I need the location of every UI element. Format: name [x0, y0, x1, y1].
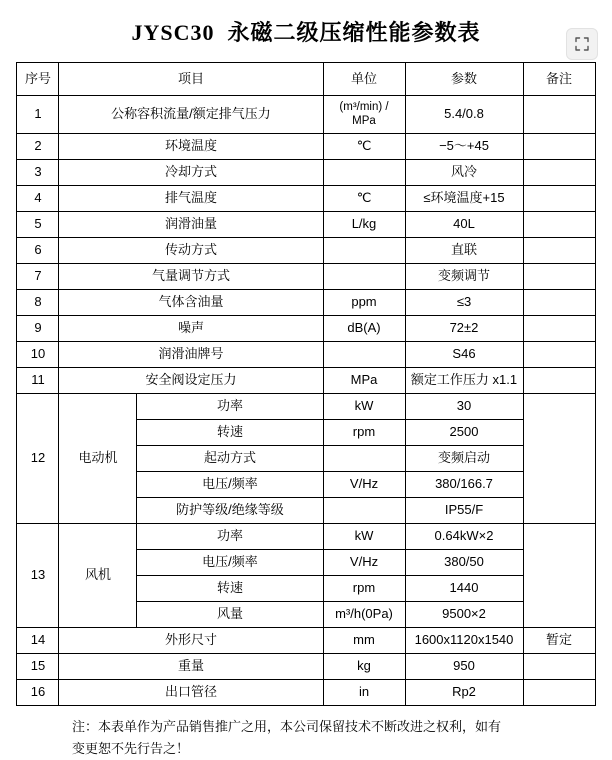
row-value: ≤环境温度+15 — [405, 186, 523, 212]
row-remark — [523, 654, 595, 680]
row-item: 噪声 — [59, 316, 323, 342]
row-value: 0.64kW×2 — [405, 524, 523, 550]
row-item: 外形尺寸 — [59, 628, 323, 654]
row-remark — [523, 134, 595, 160]
table-row — [17, 96, 595, 134]
row-no: 1 — [17, 96, 59, 134]
row-unit — [323, 446, 405, 472]
row-item: 功率 — [137, 524, 323, 550]
row-remark: 暂定 — [523, 628, 595, 654]
row-value: 直联 — [405, 238, 523, 264]
row-remark — [523, 160, 595, 186]
page-title: JYSC30 永磁二级压缩性能参数表 — [131, 19, 481, 45]
row-unit: ℃ — [323, 186, 405, 212]
row-item: 公称容积流量/额定排气压力 — [59, 96, 323, 134]
row-unit-bottom: MPa — [352, 114, 376, 127]
row-unit: rpm — [323, 420, 405, 446]
row-remark — [523, 680, 595, 706]
row-value: 40L — [405, 212, 523, 238]
row-value: 1440 — [405, 576, 523, 602]
table-row — [17, 238, 595, 264]
table-row — [17, 680, 595, 706]
row-remark — [523, 342, 595, 368]
footer-note-line1: 注：本表单作为产品销售推广之用，本公司保留技术不断改进之权利，如有 — [72, 719, 502, 734]
expand-arrows-icon[interactable] — [566, 28, 598, 60]
row-remark — [523, 524, 595, 628]
row-unit: in — [323, 680, 405, 706]
row-value: ≤3 — [405, 290, 523, 316]
row-value: 变频调节 — [405, 264, 523, 290]
row-item: 风量 — [137, 602, 323, 628]
row-no: 11 — [17, 368, 59, 394]
table-row — [17, 316, 595, 342]
row-value: 380/166.7 — [405, 472, 523, 498]
row-item: 冷却方式 — [59, 160, 323, 186]
row-remark — [523, 368, 595, 394]
row-no: 6 — [17, 238, 59, 264]
row-unit: ppm — [323, 290, 405, 316]
header-param: 参数 — [405, 63, 523, 96]
row-no: 15 — [17, 654, 59, 680]
row-unit: m³/h(0Pa) — [323, 602, 405, 628]
row-unit: dB(A) — [323, 316, 405, 342]
row-unit — [323, 238, 405, 264]
table-row — [17, 160, 595, 186]
row-unit: rpm — [323, 576, 405, 602]
row-item: 润滑油量 — [59, 212, 323, 238]
table-row — [17, 212, 595, 238]
header-remark: 备注 — [523, 63, 595, 96]
row-value: Rp2 — [405, 680, 523, 706]
row-item: 气量调节方式 — [59, 264, 323, 290]
row-no: 9 — [17, 316, 59, 342]
row-unit: mm — [323, 628, 405, 654]
row-item: 起动方式 — [137, 446, 323, 472]
group-no-motor: 12 — [17, 394, 59, 524]
row-no: 7 — [17, 264, 59, 290]
table-row — [17, 342, 595, 368]
header-unit: 单位 — [323, 63, 405, 96]
table-row — [17, 394, 595, 420]
header-item: 项目 — [59, 63, 323, 96]
row-item: 出口管径 — [59, 680, 323, 706]
row-value: IP55/F — [405, 498, 523, 524]
footer-note — [26, 716, 586, 760]
row-item: 环境温度 — [59, 134, 323, 160]
row-no: 8 — [17, 290, 59, 316]
group-no-fan: 13 — [17, 524, 59, 628]
row-remark — [523, 316, 595, 342]
table-row — [17, 654, 595, 680]
row-item: 功率 — [137, 394, 323, 420]
row-unit: V/Hz — [323, 550, 405, 576]
row-no: 10 — [17, 342, 59, 368]
row-unit-top: (m³/min) / — [339, 100, 389, 113]
row-unit: L/kg — [323, 212, 405, 238]
row-unit: kW — [323, 524, 405, 550]
row-remark — [523, 96, 595, 134]
row-item: 气体含油量 — [59, 290, 323, 316]
row-no: 2 — [17, 134, 59, 160]
row-value: 30 — [405, 394, 523, 420]
row-unit: V/Hz — [323, 472, 405, 498]
row-unit — [323, 264, 405, 290]
row-item: 电压/频率 — [137, 472, 323, 498]
row-item: 防护等级/绝缘等级 — [137, 498, 323, 524]
row-unit — [323, 160, 405, 186]
table-row — [17, 264, 595, 290]
row-item: 转速 — [137, 420, 323, 446]
row-item: 排气温度 — [59, 186, 323, 212]
table-row — [17, 524, 595, 550]
row-value: 2500 — [405, 420, 523, 446]
header-no — [17, 63, 59, 96]
footer-note-line2: 变更恕不先行告之！ — [72, 741, 190, 757]
row-value: 1600x1120x1540 — [405, 628, 523, 654]
row-unit: MPa — [323, 368, 405, 394]
table-row — [17, 134, 595, 160]
table-row — [17, 368, 595, 394]
row-value: 380/50 — [405, 550, 523, 576]
row-item: 传动方式 — [59, 238, 323, 264]
row-remark — [523, 290, 595, 316]
row-remark — [523, 186, 595, 212]
row-value: −5〜+45 — [405, 134, 523, 160]
group-name-motor: 电动机 — [59, 394, 137, 524]
row-remark — [523, 238, 595, 264]
row-value: 风冷 — [405, 160, 523, 186]
row-value: 额定工作压力 x1.1 — [405, 368, 523, 394]
row-no: 5 — [17, 212, 59, 238]
row-value: 950 — [405, 654, 523, 680]
row-value: S46 — [405, 342, 523, 368]
table-row — [17, 628, 595, 654]
title-bar — [0, 0, 612, 62]
row-no: 16 — [17, 680, 59, 706]
header-no-text: 序号 — [24, 71, 51, 87]
row-value: 72±2 — [405, 316, 523, 342]
row-value: 9500×2 — [405, 602, 523, 628]
row-unit: ℃ — [323, 134, 405, 160]
row-unit — [323, 96, 405, 134]
table-row — [17, 186, 595, 212]
row-unit: kg — [323, 654, 405, 680]
row-unit — [323, 342, 405, 368]
row-item: 安全阀设定压力 — [59, 368, 323, 394]
row-item: 转速 — [137, 576, 323, 602]
row-value: 5.4/0.8 — [405, 96, 523, 134]
row-remark — [523, 264, 595, 290]
table-header-row — [17, 63, 595, 96]
row-unit: kW — [323, 394, 405, 420]
row-value: 变频启动 — [405, 446, 523, 472]
table-row — [17, 290, 595, 316]
spec-table — [16, 62, 595, 706]
row-unit — [323, 498, 405, 524]
group-name-fan: 风机 — [59, 524, 137, 628]
row-no: 14 — [17, 628, 59, 654]
row-remark — [523, 394, 595, 524]
row-item: 润滑油牌号 — [59, 342, 323, 368]
row-no: 4 — [17, 186, 59, 212]
row-item: 电压/频率 — [137, 550, 323, 576]
row-remark — [523, 212, 595, 238]
row-no: 3 — [17, 160, 59, 186]
row-item: 重量 — [59, 654, 323, 680]
